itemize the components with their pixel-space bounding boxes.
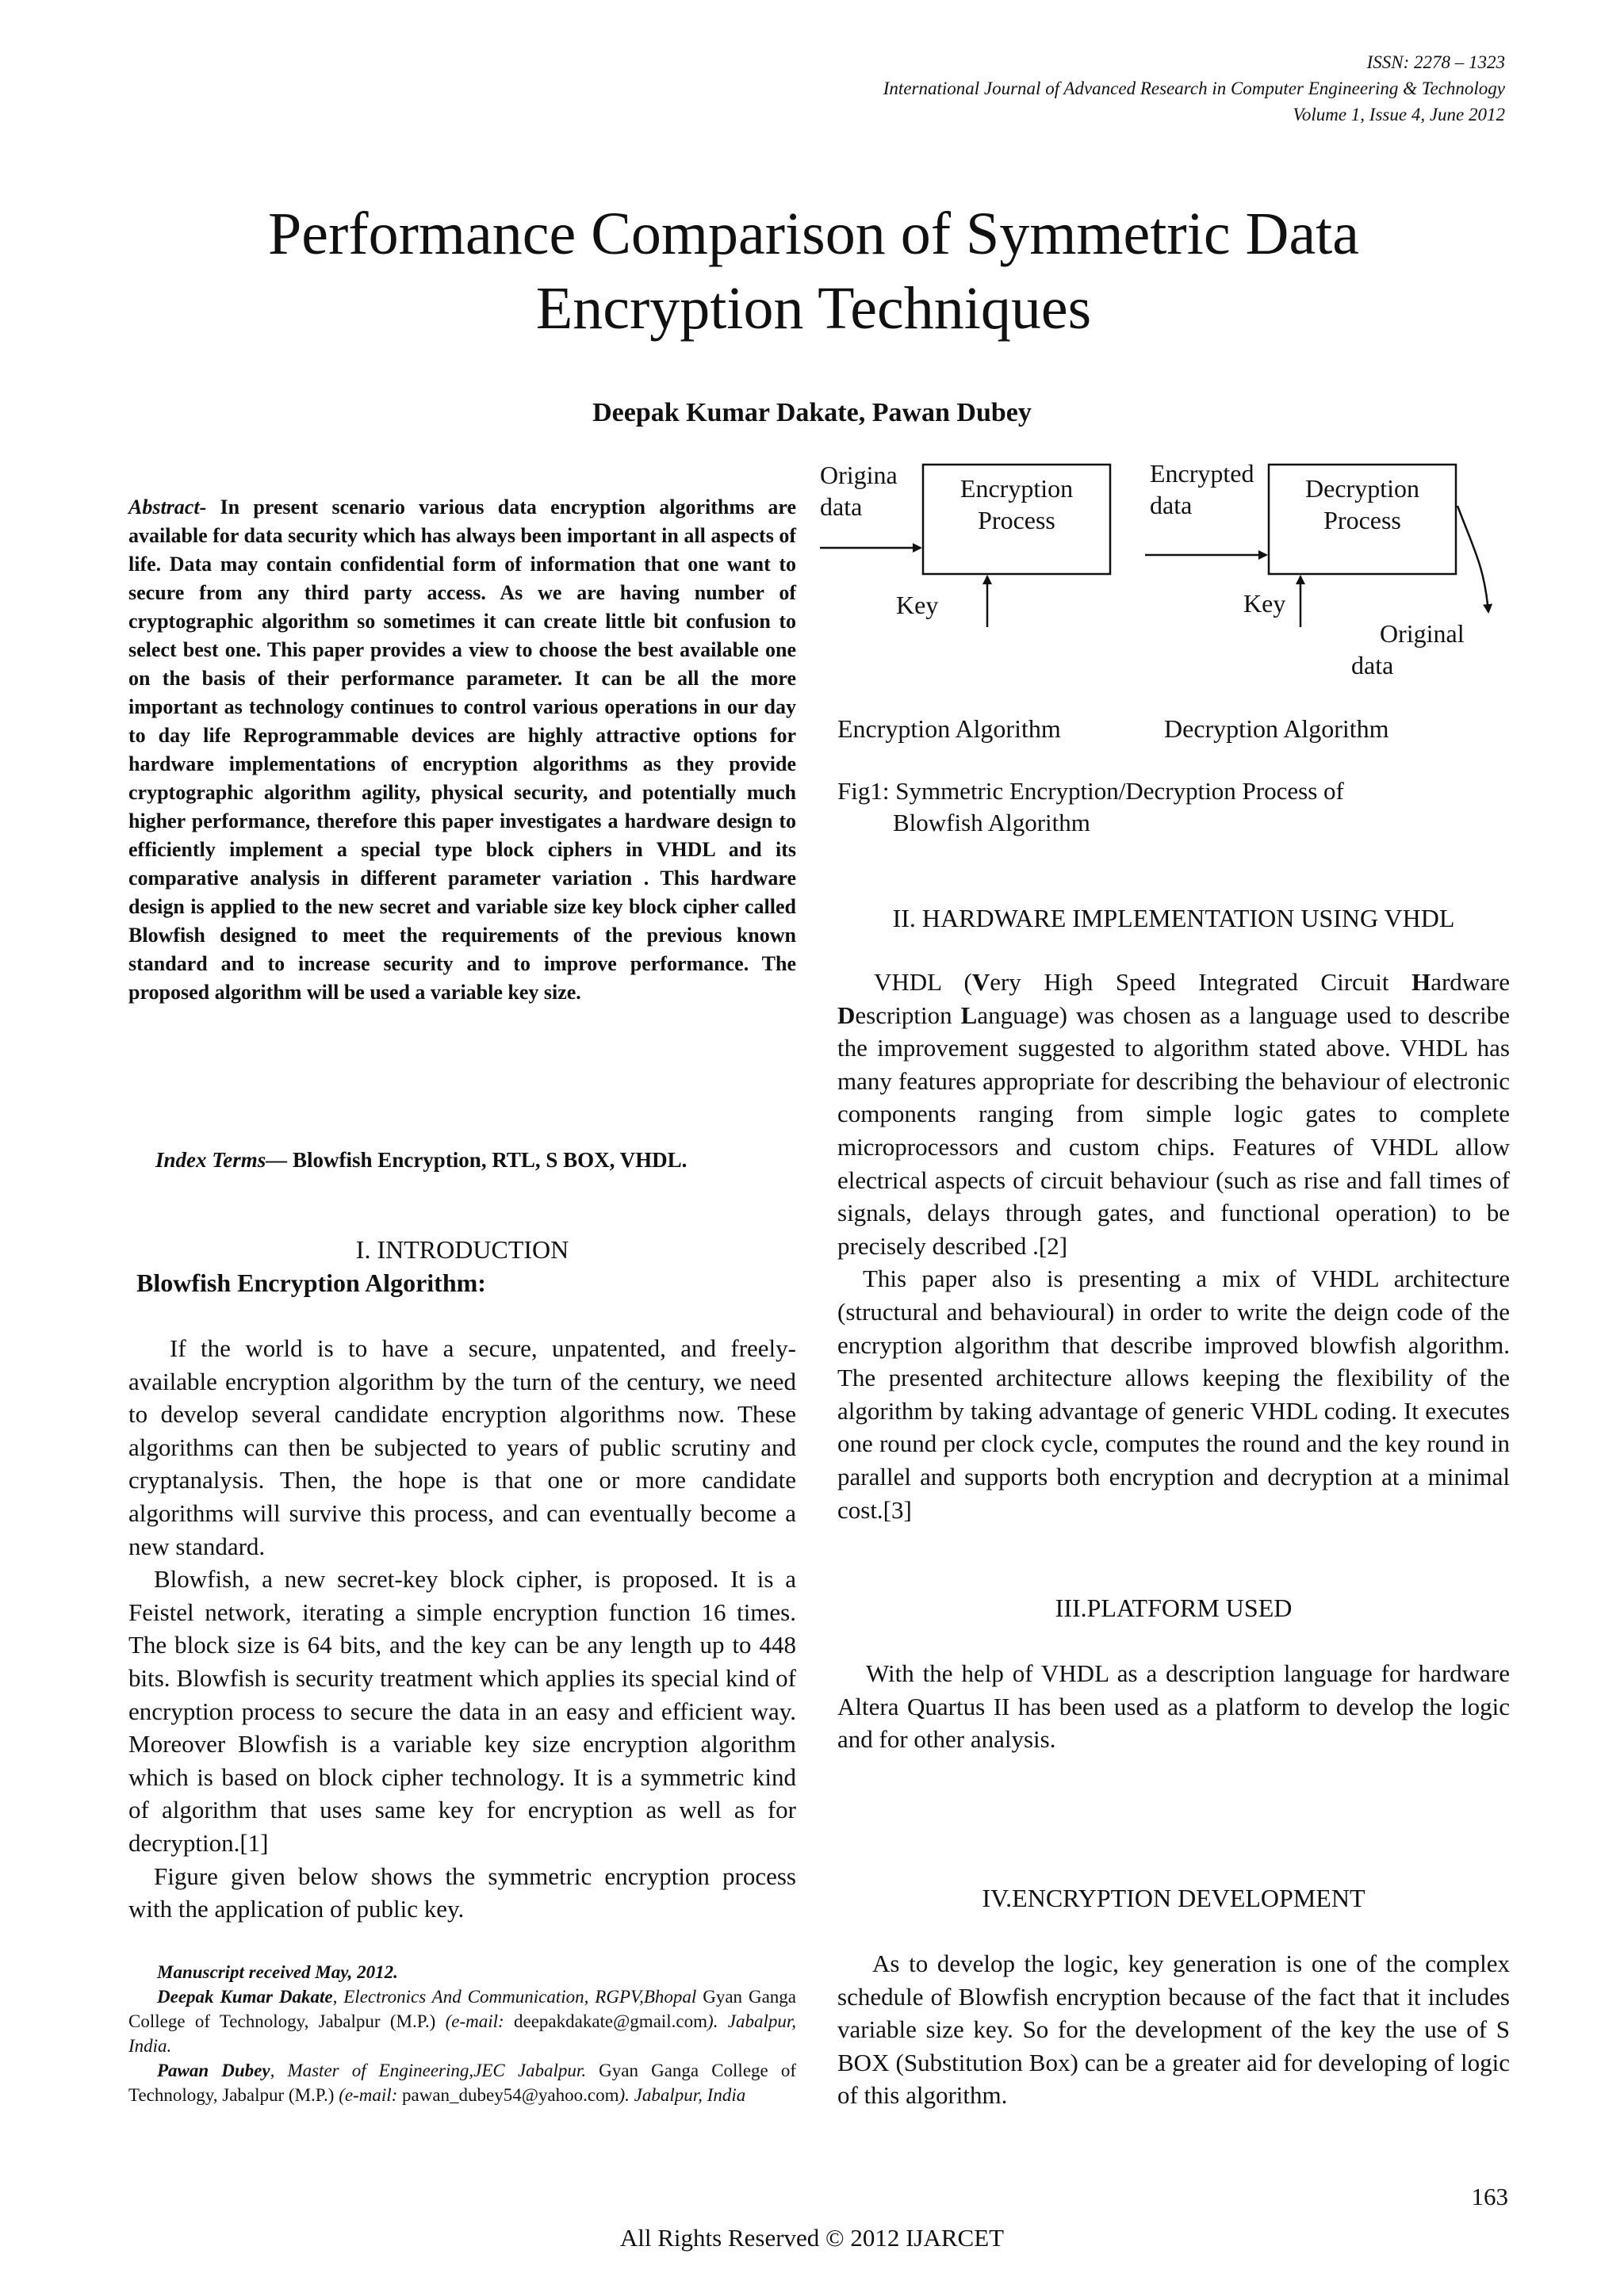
section-1-heading: I. INTRODUCTION — [355, 1235, 569, 1264]
intro-paragraph-2: Blowfish, a new secret-key block cipher, is proposed. It is a Feistel network, iterating a simple encryption function 16 times. The block size is 64 bits, and the key can be any length up to 448 bits. Blowfish is security treatment which applies its special kind of encryption process to secure the data in an easy and efficient way. Moreover Blowfish is a variable key size encryption algorithm which is based on block cipher technology. It is a symmetric kind of algorithm that uses same key for encryption as well as for decryption.[1] — [128, 1565, 796, 1857]
p1-seg-L: L — [960, 1001, 978, 1029]
p1-seg-V: V — [971, 968, 990, 996]
author-2-note — [128, 2058, 796, 2107]
author-2-info: , Master of Engineering,JEC Jabalpur. — [270, 2061, 587, 2080]
original-data-out-label-1: Original — [1380, 619, 1465, 648]
index-terms-label: Index Terms— — [155, 1148, 288, 1172]
section-1-body — [128, 1332, 796, 1926]
encryption-process-line-2: Process — [978, 506, 1055, 534]
section-2-heading: II. HARDWARE IMPLEMENTATION USING VHDL — [892, 904, 1455, 932]
encrypted-data-label-1: Encrypted — [1150, 459, 1254, 488]
intro-paragraph-3: Figure given below shows the symmetric encryption process with the application of public key. — [128, 1862, 796, 1923]
author-2-city: ). Jabalpur, India — [619, 2085, 746, 2105]
page-number: 163 — [1471, 2183, 1508, 2210]
original-data-in-label-2: data — [820, 492, 863, 521]
issn: ISSN: 2278 – 1323 — [1366, 52, 1505, 72]
encryption-dev-paragraph: As to develop the logic, key generation is one of the complex schedule of Blowfish encryption because of the fact that it includes variable size key. So for the development of the key the use of S BOX (Substitution Box) can be a greater aid for developing of logic of this algorithm. — [837, 1950, 1510, 2110]
platform-paragraph: With the help of VHDL as a description language for hardware Altera Quartus II has been used as a platform to develop the logic and for other analysis. — [837, 1659, 1510, 1754]
copyright-footer: All Rights Reserved © 2012 IJARCET — [619, 2224, 1005, 2252]
p1-seg-d: escription — [855, 1001, 961, 1029]
intro-paragraph-1: If the world is to have a secure, unpatented, and freely-available encryption algorithm by the turn of the century, we need to develop several candidate encryption algorithms now. These algorithms can then be subjected to years of public scrutiny and cryptanalysis. Then, the hope is that one or more candidate algorithms will survive this process, and can eventually become a new standard. — [128, 1334, 796, 1560]
section-1-subheading: Blowfish Encryption Algorithm: — [136, 1269, 486, 1297]
section-2-body — [837, 966, 1510, 1526]
encrypted-data-label-2: data — [1150, 491, 1193, 519]
p1-seg-H: H — [1411, 968, 1431, 996]
volume-info: Volume 1, Issue 4, June 2012 — [1293, 105, 1505, 124]
encryption-process-line-1: Encryption — [959, 474, 1074, 503]
vhdl-paragraph-1 — [837, 966, 1510, 1262]
author-2-email: pawan_dubey54@yahoo.com — [402, 2085, 619, 2105]
figure-1 — [820, 457, 1518, 829]
p1-seg-e: anguage) was chosen as a language used to describe the improvement suggested to algorithm stated above. VHDL has many features appropriate for describing the behaviour of electronic components ranging from simple logic gates to complete microprocessors and custom chips. Features of VHDL allow electrical aspects of circuit behaviour (such as rise and fall times of signals, delays through gates, and functional operation) to be precisely described .[2] — [837, 1001, 1510, 1260]
p1-seg-c: ardware — [1431, 968, 1510, 996]
abstract-text: In present scenario various data encryption algorithms are available for data security which has always been important in all aspects of life. Data may contain confidential form of information that one want to secure from any third party access. As we are having number of cryptographic algorithm so sometimes it can create little bit confusion to select best one. This paper provides a view to choose the best available one on the basis of their performance parameter. It can be all the more important as technology continues to control various operations in our day to day life Reprogrammable devices are highly attractive options for hardware implementations of encryption algorithms as they provide cryptographic algorithm agility, physical security, and potentially much higher performance, therefore this paper investigates a hardware design to efficiently implement a special type block ciphers in VHDL and its comparative analysis in different parameter variation . This hardware design is applied to the new secret and variable size key block cipher called Blowfish designed to meet the requirements of the previous known standard and to increase security and to improve performance. The proposed algorithm will be used a variable key size. — [128, 496, 796, 1004]
footnote — [128, 1960, 796, 2107]
original-data-out-label-2: data — [1351, 651, 1394, 679]
section-4-heading: IV.ENCRYPTION DEVELOPMENT — [982, 1884, 1365, 1912]
author-1-name: Deepak Kumar Dakate — [157, 1987, 333, 2007]
author-1-note — [128, 1984, 796, 2058]
p1-seg-D: D — [837, 1001, 856, 1029]
encryption-process-label — [923, 473, 1110, 536]
paper-title — [119, 197, 1508, 346]
p1-seg-a: VHDL ( — [874, 968, 972, 996]
title-line-1: Performance Comparison of Symmetric Data — [267, 201, 1360, 267]
caption-line-1: Fig1: Symmetric Encryption/Decryption Process of — [837, 777, 1344, 805]
decryption-process-line-1: Decryption — [1305, 474, 1419, 503]
decryption-process-label — [1269, 473, 1456, 536]
index-terms — [128, 1148, 823, 1173]
manuscript-received: Manuscript received May, 2012. — [157, 1962, 398, 1982]
author-1-info: , Electronics And Communication, RGPV,Bhopal — [332, 1987, 697, 2007]
decryption-algorithm-label: Decryption Algorithm — [1164, 714, 1389, 743]
figure-1-caption — [837, 775, 1510, 839]
decryption-process-line-2: Process — [1323, 506, 1401, 534]
encryption-algorithm-label: Encryption Algorithm — [837, 714, 1061, 743]
caption-line-2: Blowfish Algorithm — [893, 809, 1090, 836]
author-2-email-label: (e-mail: — [339, 2085, 398, 2105]
authors: Deepak Kumar Dakate, Pawan Dubey — [592, 398, 1032, 427]
abstract-label: Abstract- — [128, 496, 207, 519]
journal-header — [883, 49, 1505, 128]
journal-name: International Journal of Advanced Research in Computer Engineering & Technology — [883, 78, 1505, 98]
index-terms-text: Blowfish Encryption, RTL, S BOX, VHDL. — [293, 1148, 688, 1172]
section-4-body — [837, 1947, 1510, 2112]
key-label-1: Key — [896, 591, 939, 619]
title-line-2: Encryption Techniques — [535, 275, 1092, 342]
author-1-email-label: (e-mail: — [445, 2011, 504, 2031]
author-2-name: Pawan Dubey — [157, 2061, 270, 2080]
p1-seg-b: ery High Speed Integrated Circuit — [990, 968, 1412, 996]
author-1-affiliation: Gyan Ganga College of Technology, Jabalpur (M.P.) — [128, 1987, 796, 2031]
author-2-affiliation: Gyan Ganga College of Technology, Jabalpur (M.P.) — [128, 2061, 796, 2105]
key-label-2: Key — [1243, 589, 1286, 618]
author-1-email: deepakdakate@gmail.com — [513, 2011, 708, 2031]
section-3-heading: III.PLATFORM USED — [1055, 1594, 1293, 1622]
section-3-body — [837, 1657, 1510, 1756]
vhdl-paragraph-2: This paper also is presenting a mix of VHDL architecture (structural and behavioural) in order to write the deign code of the encryption algorithm that describe improved blowfish algorithm. The presented architecture allows keeping the flexibility of the algorithm by taking advantage of generic VHDL coding. It executes one round per clock cycle, computes the round and the key round in parallel and supports both encryption and decryption at a minimal cost.[3] — [837, 1265, 1510, 1524]
author-1-city: ). Jabalpur, India. — [128, 2011, 796, 2056]
abstract — [128, 493, 796, 1007]
original-data-in-label-1: Origina — [820, 461, 898, 489]
output-data-arrow — [1457, 506, 1488, 612]
